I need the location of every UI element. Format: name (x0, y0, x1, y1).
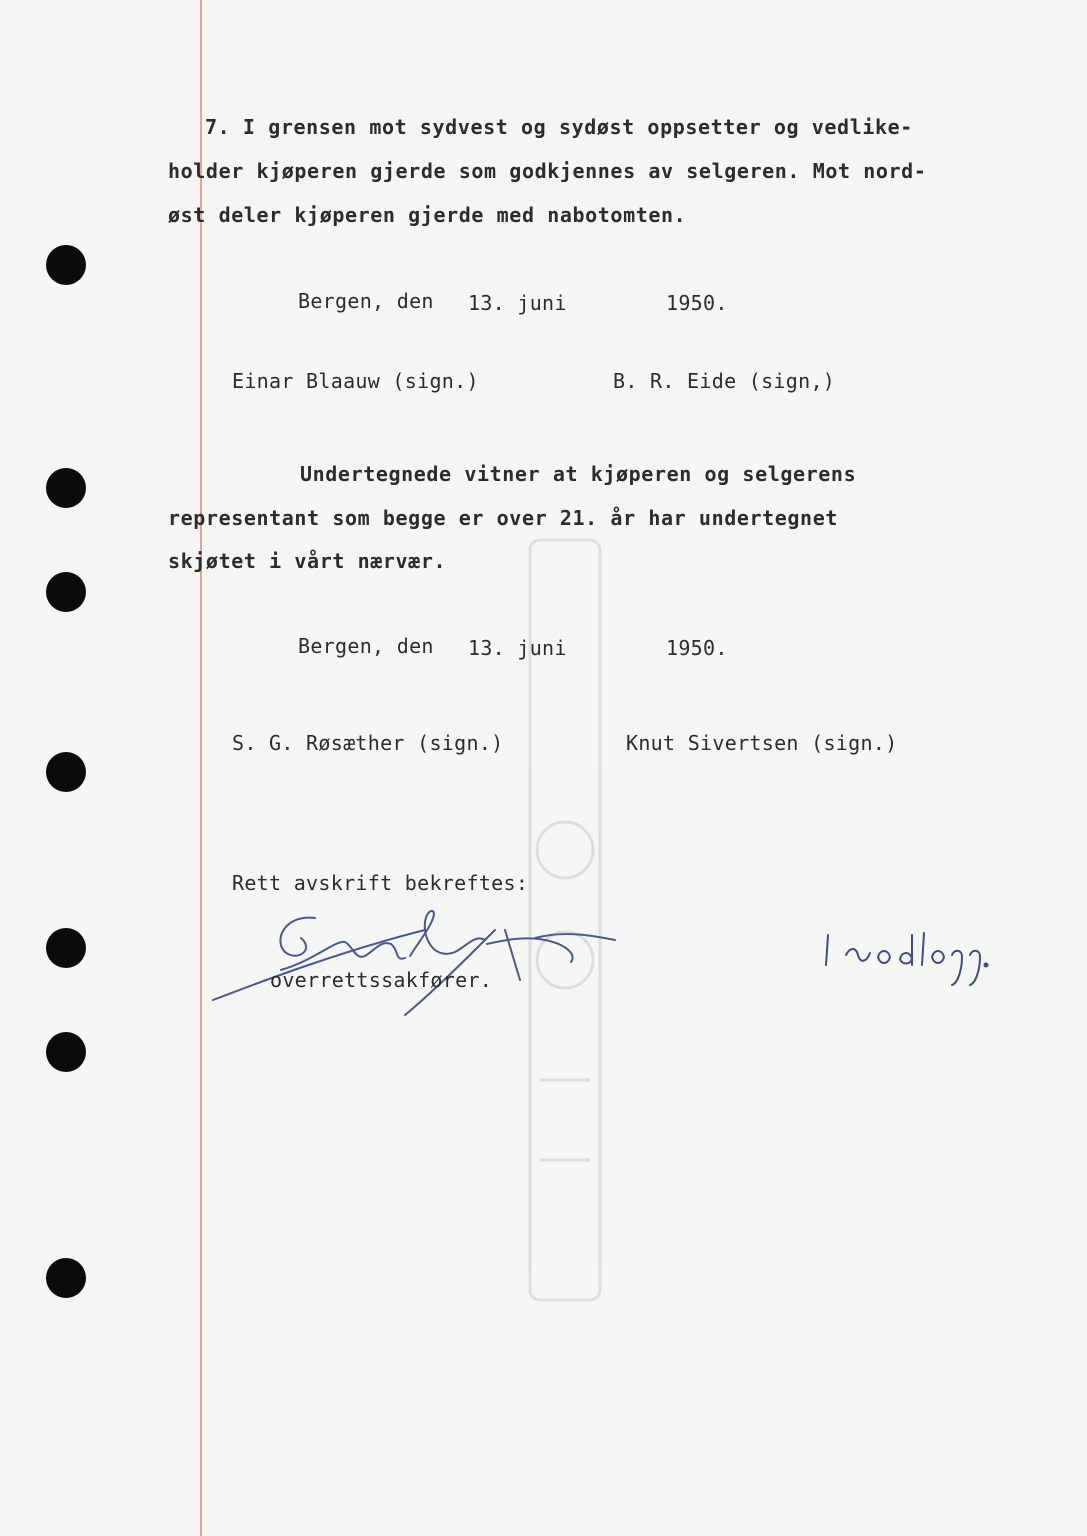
date-2-day: 13. juni (468, 636, 567, 660)
witness-line-1: Undertegnede vitner at kjøperen og selgerens (300, 462, 857, 486)
certification-label: Rett avskrift bekreftes: (232, 871, 529, 895)
punch-hole (46, 1032, 86, 1072)
signature-1-left: Einar Blaauw (sign.) (232, 369, 479, 393)
paragraph-7-line-2: holder kjøperen gjerde som godkjennes av selgeren. Mot nord- (168, 159, 927, 183)
signature-2-left: S. G. Røsæther (sign.) (232, 731, 504, 755)
punch-hole (46, 1258, 86, 1298)
witness-line-3: skjøtet i vårt nærvær. (168, 549, 447, 573)
date-2-place: Bergen, den (298, 634, 434, 658)
handwritten-signature (205, 900, 625, 1030)
date-1-place: Bergen, den (298, 289, 434, 313)
date-1-day: 13. juni (468, 291, 567, 315)
punch-hole (46, 752, 86, 792)
punch-hole (46, 468, 86, 508)
signature-2-right: Knut Sivertsen (sign.) (626, 731, 898, 755)
paragraph-7-line-1: 7. I grensen mot sydvest og sydøst oppsetter og vedlike- (205, 115, 913, 139)
signature-1-right: B. R. Eide (sign,) (613, 369, 836, 393)
date-2-year: 1950. (666, 636, 728, 660)
punch-hole (46, 928, 86, 968)
margin-line (200, 0, 202, 1536)
paragraph-7-line-3: øst deler kjøperen gjerde med nabotomten. (168, 203, 687, 227)
punch-hole (46, 245, 86, 285)
handwritten-annotation (820, 925, 990, 995)
certification-title: overrettssakfører. (270, 968, 493, 992)
date-1-year: 1950. (666, 291, 728, 315)
punch-hole (46, 572, 86, 612)
witness-line-2: representant som begge er over 21. år har undertegnet (168, 506, 838, 530)
